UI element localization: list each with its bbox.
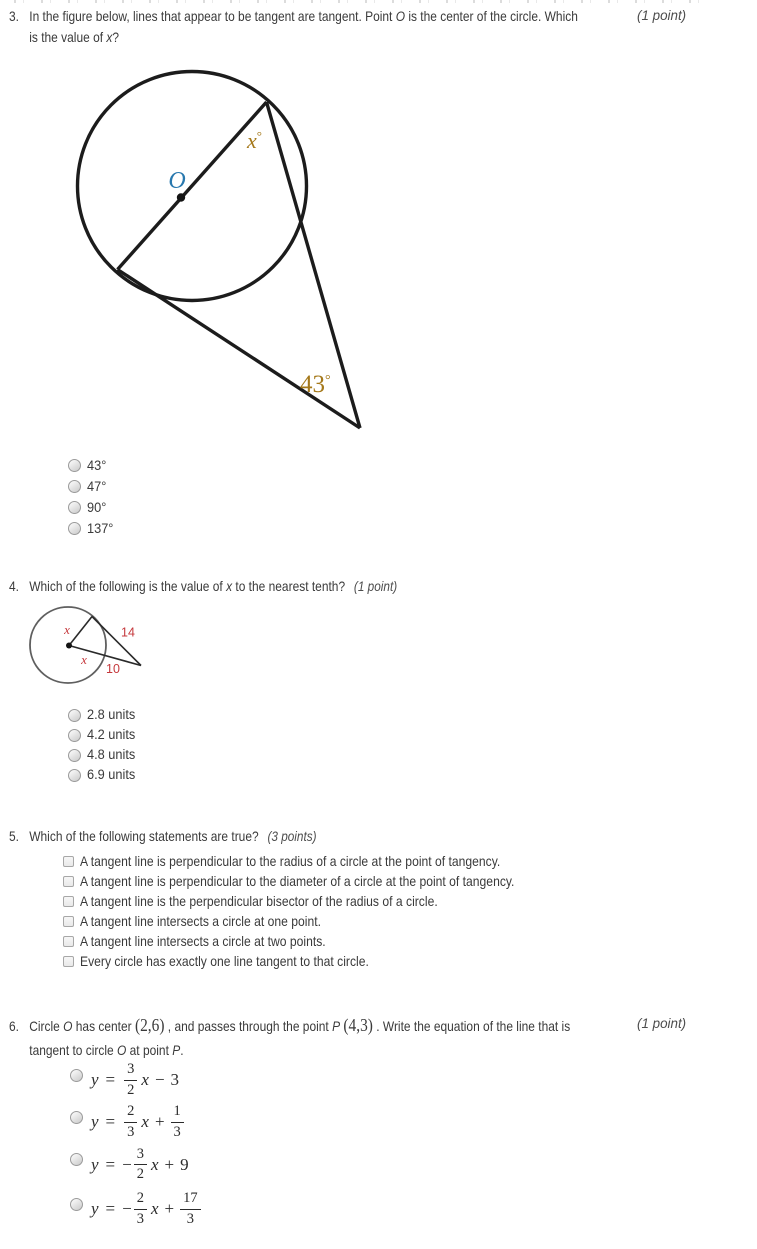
- radio-option-row[interactable]: [68, 518, 116, 539]
- fraction: $\frac{2}{3}$: [124, 1104, 137, 1139]
- checkbox-option-row[interactable]: [63, 951, 574, 971]
- checkbox[interactable]: [63, 896, 74, 907]
- option-label[interactable]: 47°: [87, 478, 107, 495]
- radio-button[interactable]: [70, 1198, 83, 1211]
- question-3-figure: [58, 62, 398, 442]
- question-5-header: [9, 826, 359, 847]
- tangent-length-label: 14: [121, 625, 135, 640]
- question-6-line1: 6. Circle O has center (2,6) , and passes through the point P (4,3) . Write the equation of the line that is: [9, 1012, 570, 1040]
- question-6-header: [9, 1012, 647, 1061]
- angle-43-label: 43°: [300, 371, 331, 398]
- radio-option-row[interactable]: [68, 476, 116, 497]
- checkbox[interactable]: [63, 856, 74, 867]
- radio-button[interactable]: [70, 1111, 83, 1124]
- question-3-number: 3.: [9, 9, 19, 24]
- option-label[interactable]: 43°: [87, 457, 107, 474]
- option-label[interactable]: 2.8 units: [87, 707, 136, 723]
- question-3-line1: 3. In the figure below, lines that appear to be tangent are tangent. Point O is the center of the circle. Which: [9, 6, 578, 27]
- secant-inner-label: x: [81, 652, 87, 667]
- external-length-label: 10: [106, 662, 120, 676]
- question-5-line1: 5. Which of the following statements are true? (3 points): [9, 826, 317, 847]
- statement-label[interactable]: A tangent line is perpendicular to the radius of a circle at the point of tangency.: [80, 853, 501, 869]
- statement-label[interactable]: A tangent line is perpendicular to the diameter of a circle at the point of tangency.: [80, 873, 515, 889]
- checkbox-option-row[interactable]: [63, 851, 574, 871]
- center-label: O: [168, 168, 186, 194]
- question-3-options: [68, 455, 116, 539]
- radio-button[interactable]: [68, 501, 81, 514]
- question-4-line1: 4. Which of the following is the value of x to the nearest tenth? (1 point): [9, 576, 397, 597]
- equation-option[interactable]: y = − $\frac{2}{3}$ x + $\frac{17}{3}$: [91, 1191, 205, 1226]
- radio-option-row[interactable]: [68, 705, 141, 725]
- angle-x-label: x°: [247, 128, 262, 153]
- radio-option-row[interactable]: [70, 1186, 205, 1232]
- option-label[interactable]: 4.8 units: [87, 747, 136, 763]
- fraction: $\frac{2}{3}$: [134, 1191, 147, 1226]
- radio-option-row[interactable]: [68, 455, 116, 476]
- statement-label[interactable]: Every circle has exactly one line tangent to that circle.: [80, 953, 369, 969]
- question-3-points: (1 point): [637, 8, 687, 23]
- radio-option-row[interactable]: [70, 1058, 179, 1102]
- question-5-points: (3 points): [267, 829, 317, 844]
- fraction: $\frac{17}{3}$: [180, 1191, 201, 1226]
- equation-option[interactable]: y = $\frac{2}{3}$ x + $\frac{1}{3}$: [91, 1104, 188, 1139]
- statement-label[interactable]: A tangent line intersects a circle at two points.: [80, 933, 326, 949]
- center-dot: [66, 643, 72, 649]
- question-6-line2: tangent to circle O at point P.: [29, 1043, 184, 1058]
- equation-option[interactable]: y = $\frac{3}{2}$ x − 3: [91, 1061, 180, 1098]
- checkbox[interactable]: [63, 956, 74, 967]
- question-3-line2: is the value of x?: [29, 30, 120, 45]
- center-coordinates: (2,6): [134, 1015, 165, 1035]
- checkbox[interactable]: [63, 876, 74, 887]
- fraction: $\frac{3}{2}$: [134, 1147, 147, 1182]
- checkbox-option-row[interactable]: [63, 871, 574, 891]
- radio-button[interactable]: [68, 522, 81, 535]
- radius-label: x: [64, 622, 70, 637]
- radio-button[interactable]: [68, 459, 81, 472]
- center-dot: [177, 193, 185, 201]
- question-3-header: [9, 6, 655, 48]
- question-4-figure: [15, 597, 180, 697]
- checkbox-option-row[interactable]: [63, 891, 574, 911]
- question-4-header: [9, 576, 450, 597]
- radio-option-row[interactable]: [70, 1100, 188, 1144]
- point-coordinates: (4,3): [343, 1015, 373, 1035]
- radio-option-row[interactable]: [68, 725, 141, 745]
- checkbox[interactable]: [63, 936, 74, 947]
- question-6-points: (1 point): [637, 1016, 687, 1031]
- radio-option-row[interactable]: [68, 765, 141, 785]
- radio-option-row[interactable]: [70, 1143, 189, 1186]
- radio-button[interactable]: [70, 1069, 83, 1082]
- radio-button[interactable]: [68, 480, 81, 493]
- option-label[interactable]: 6.9 units: [87, 767, 136, 783]
- question-4-options: [68, 705, 141, 785]
- radio-button[interactable]: [68, 729, 81, 742]
- checkbox[interactable]: [63, 916, 74, 927]
- question-4-points: (1 point): [353, 579, 398, 594]
- statement-label[interactable]: A tangent line is the perpendicular bisector of the radius of a circle.: [80, 893, 438, 909]
- radio-option-row[interactable]: [68, 497, 116, 518]
- radius-line: [69, 617, 92, 646]
- fraction: $\frac{1}{3}$: [171, 1104, 184, 1139]
- option-label[interactable]: 90°: [87, 499, 107, 516]
- fraction: $\frac{3}{2}$: [124, 1062, 137, 1097]
- checkbox-option-row[interactable]: [63, 931, 574, 951]
- radio-button[interactable]: [68, 709, 81, 722]
- radio-button[interactable]: [68, 769, 81, 782]
- option-label[interactable]: 4.2 units: [87, 727, 136, 743]
- option-label[interactable]: 137°: [87, 520, 114, 537]
- clipped-text-remnant: [14, 0, 714, 3]
- radio-button[interactable]: [70, 1153, 83, 1166]
- radio-button[interactable]: [68, 749, 81, 762]
- question-5-number: 5.: [9, 829, 19, 844]
- equation-option[interactable]: y = − $\frac{3}{2}$ x + 9: [91, 1145, 189, 1182]
- question-5-statements: [63, 851, 574, 971]
- statement-label[interactable]: A tangent line intersects a circle at one point.: [80, 913, 321, 929]
- question-6-number: 6.: [9, 1019, 19, 1034]
- tangent-line: [118, 270, 361, 429]
- question-4-number: 4.: [9, 579, 19, 594]
- diameter-line: [118, 102, 267, 270]
- radio-option-row[interactable]: [68, 745, 141, 765]
- checkbox-option-row[interactable]: [63, 911, 574, 931]
